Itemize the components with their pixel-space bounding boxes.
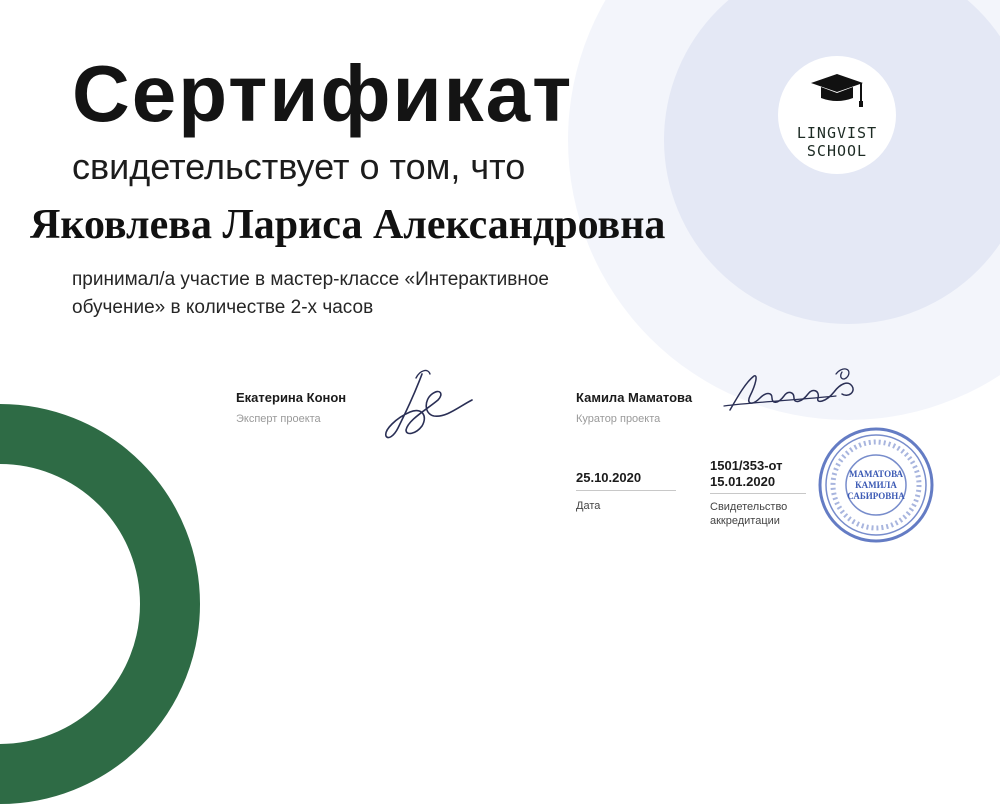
issue-date: 25.10.2020 [576,470,642,485]
description-line-2: обучение» в количестве 2-х часов [72,297,374,318]
logo-text-line1: LINGVIST [796,124,878,142]
certificate-title: Сертификат [72,49,574,138]
accreditation-label-line2: аккредитации [710,515,780,527]
description-line-1: принимал/а участие в мастер-классе «Интерактивное [72,269,549,290]
official-stamp [816,425,936,545]
accreditation-number: 1501/353-от [710,458,783,473]
accreditation-divider [710,493,806,494]
curator-name: Камила Маматова [576,390,693,405]
stamp-text-line1: МАМАТОВА [848,469,904,479]
certificate-description [72,266,672,322]
expert-role: Эксперт проекта [236,413,321,425]
stamp-text-line3: САБИРОВНА [847,491,905,501]
date-divider [576,490,676,491]
green-arc-decoration [0,404,200,804]
expert-signature [376,360,486,452]
lingvist-school-logo [778,56,896,174]
certificate-subtitle: свидетельствует о том, что [72,146,526,187]
accreditation-date: 15.01.2020 [710,474,776,489]
expert-name: Екатерина Конон [236,390,347,405]
curator-signature [716,362,866,422]
curator-role: Куратор проекта [576,413,661,425]
recipient-name: Яковлева Лариса Александровна [30,202,666,248]
accreditation-label-line1: Свидетельство [710,501,788,513]
logo-text-line2: SCHOOL [806,142,868,160]
graduation-cap-icon [809,72,865,116]
stamp-text-line2: КАМИЛА [855,480,897,490]
issue-date-label: Дата [576,500,601,512]
